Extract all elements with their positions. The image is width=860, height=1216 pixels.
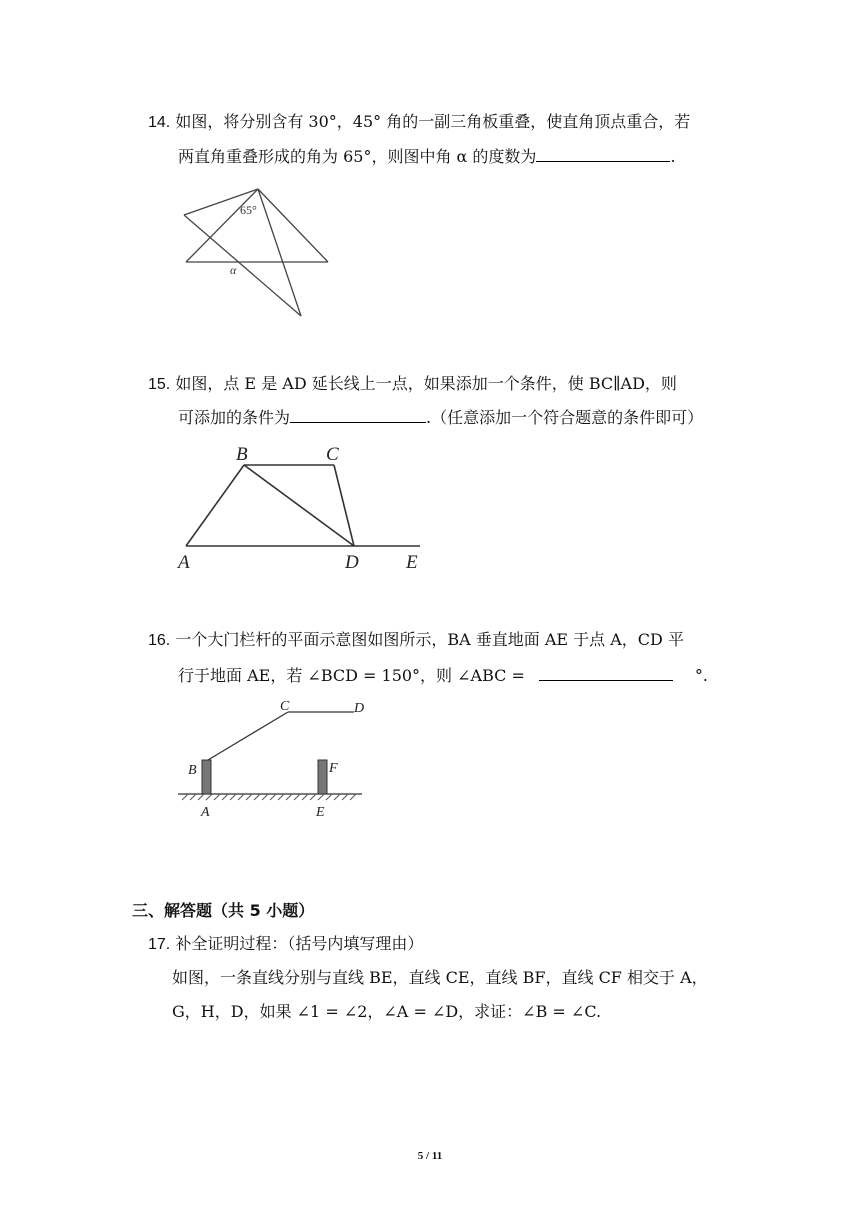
q14-answer-blank[interactable] bbox=[536, 143, 670, 162]
q15-label-A: A bbox=[178, 552, 190, 573]
q17-text-1: 补全证明过程：（括号内填写理由） bbox=[175, 934, 424, 953]
q16-label-F: F bbox=[329, 761, 338, 776]
q14-text-1: 如图，将分别含有 30°，45° 角的一副三角板重叠，使直角顶点重合，若 bbox=[175, 112, 691, 131]
section-3-title: 三、解答题（共 5 小题） bbox=[132, 901, 315, 920]
q16-text-2a: 行于地面 AE，若 ∠BCD = 150°，则 ∠ABC = bbox=[178, 666, 525, 685]
q15-line2 bbox=[178, 404, 703, 430]
q15-text-2b: .（任意添加一个符合题意的条件即可） bbox=[426, 408, 704, 427]
q15-text-1: 如图，点 E 是 AD 延长线上一点，如果添加一个条件，使 BC∥AD，则 bbox=[175, 374, 677, 393]
q17-line1 bbox=[148, 932, 423, 957]
q17-line3: G，H，D，如果 ∠1 = ∠2，∠A = ∠D，求证：∠B = ∠C. bbox=[172, 1002, 602, 1021]
q16-line2 bbox=[178, 662, 708, 688]
q16-figure bbox=[176, 696, 376, 826]
q16-label-B: B bbox=[188, 763, 197, 778]
q14-line1 bbox=[148, 110, 690, 135]
q16-text-2b: °. bbox=[694, 666, 708, 685]
q15-label-D: D bbox=[345, 552, 359, 573]
q15-line1 bbox=[148, 372, 677, 397]
q15-number: 15. bbox=[148, 376, 171, 393]
q17-number: 17. bbox=[148, 936, 171, 953]
q14-number: 14. bbox=[148, 114, 171, 131]
q14-line2 bbox=[178, 143, 676, 169]
q15-figure bbox=[172, 438, 432, 578]
q16-text-1: 一个大门栏杆的平面示意图如图所示，BA 垂直地面 AE 于点 A，CD 平 bbox=[175, 630, 684, 649]
q15-answer-blank[interactable] bbox=[290, 404, 426, 423]
q15-label-C: C bbox=[326, 444, 339, 465]
q16-post-ab bbox=[202, 760, 211, 794]
q15-label-E: E bbox=[406, 552, 418, 573]
q16-number: 16. bbox=[148, 632, 171, 649]
q16-post-ef bbox=[318, 760, 327, 794]
q15-text-2a: 可添加的条件为 bbox=[178, 408, 291, 427]
q16-answer-blank[interactable] bbox=[539, 662, 673, 681]
q16-line1 bbox=[148, 628, 684, 653]
q14-label-65: 65° bbox=[240, 203, 257, 217]
q16-label-C: C bbox=[280, 699, 290, 714]
q16-label-A: A bbox=[201, 805, 210, 820]
q14-period: . bbox=[670, 147, 676, 166]
page-number: 5 / 11 bbox=[417, 1150, 443, 1162]
q14-text-2: 两直角重叠形成的角为 65°，则图中角 α 的度数为 bbox=[178, 147, 537, 166]
q16-label-E: E bbox=[316, 805, 325, 820]
q14-figure bbox=[178, 182, 338, 322]
q14-label-alpha: α bbox=[230, 263, 237, 277]
q17-line2: 如图，一条直线分别与直线 BE，直线 CE，直线 BF，直线 CF 相交于 A， bbox=[172, 968, 708, 987]
q15-label-B: B bbox=[236, 444, 248, 465]
q16-label-D: D bbox=[354, 701, 365, 716]
